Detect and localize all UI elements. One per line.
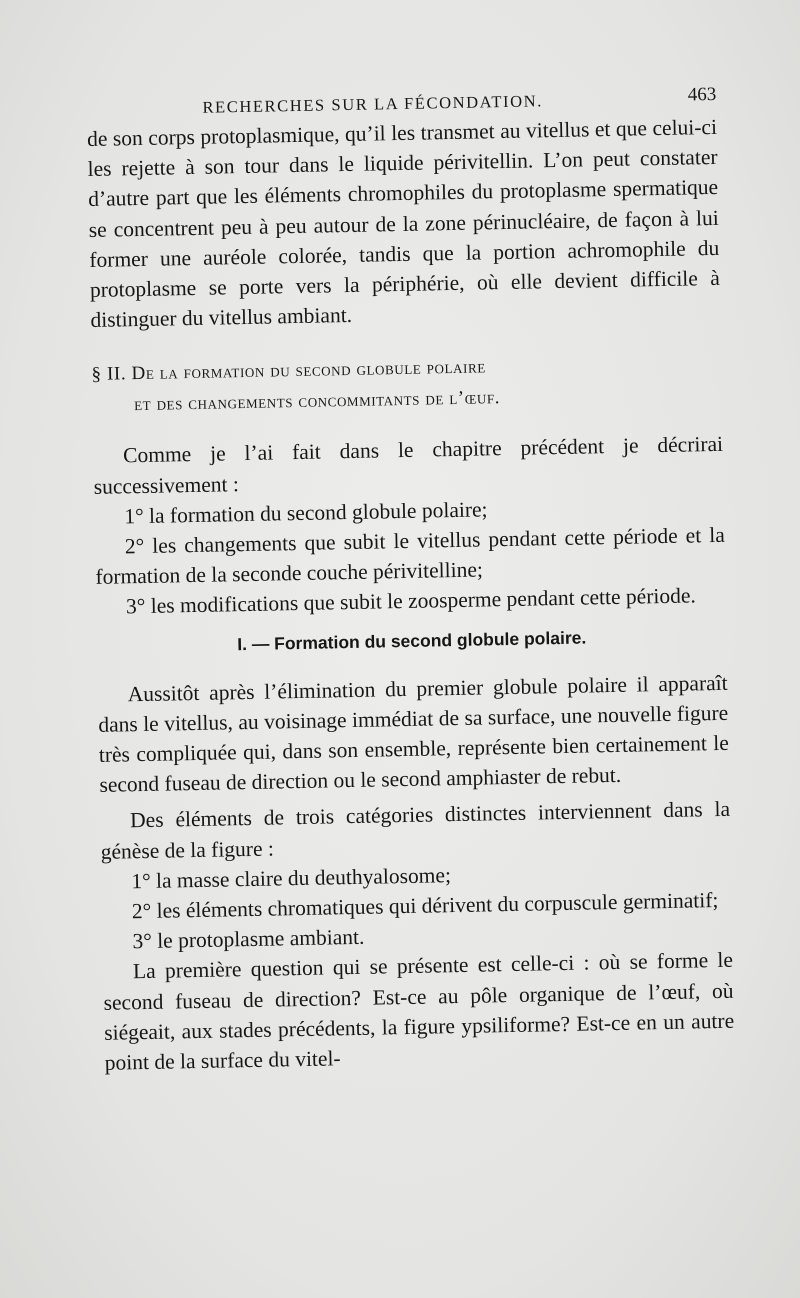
list-item-3: 3° le protoplasme ambiant. bbox=[132, 925, 365, 954]
paragraph: Des éléments de trois catégories distinctes interviennent dans la génèse de la figure : bbox=[100, 797, 731, 864]
subsection-heading: I. — Formation du second globule polaire. bbox=[237, 627, 587, 654]
page-number: 463 bbox=[687, 83, 717, 106]
section-heading bbox=[91, 347, 722, 421]
paragraph: La première question qui se présente est celle-ci : où se forme le second fuseau de direction? Est-ce au pôle organique de l’œuf, où siégeait, aux stades précédents, la figure ypsiliforme? Est-ce en un autre point de la surface du vitel- bbox=[103, 948, 735, 1075]
paragraph: Aussitôt après l’élimination du premier globule polaire il apparaît dans le vitellus, au voisinage immédiat de sa surface, une nouvelle figure très compliquée qui, dans son ensemble, représente bien certainement le second fuseau de direction ou le second amphiaster de rebut. bbox=[98, 670, 729, 798]
section-heading-line-2: et des changements concommitants de l’œuf. bbox=[133, 387, 501, 416]
intro-paragraph: Comme je l’ai fait dans le chapitre précédent je décrirai successivement : bbox=[93, 432, 724, 499]
section-heading-line-1: § II. De la formation du second globule polaire bbox=[91, 356, 486, 386]
paragraph-continued: de son corps protoplasmique, qu’il les transmet au vitellus et que celui-ci les rejette à son tour dans le liquide périvitellin. L’on peut constater d’autre part que les éléments chromophiles du protoplasme spermatique se concentrent peu à peu autour de la zone périnucléaire, de façon à lui former une auréole colorée, tandis que la portion achromophile du protoplasme se porte vers la périphérie, où elle devient difficile à distinguer du vitellus ambiant. bbox=[86, 114, 721, 333]
list-item-3: 3° les modifications que subit le zoosperme pendant cette période. bbox=[125, 583, 696, 619]
running-title: RECHERCHES SUR LA FÉCONDATION. bbox=[202, 91, 544, 117]
list-item-1: 1° la formation du second globule polaire; bbox=[124, 497, 488, 529]
list-item-1: 1° la masse claire du deuthyalosome; bbox=[131, 863, 452, 894]
page-content bbox=[86, 72, 735, 1078]
list-item-2: 2° les éléments chromatiques qui dérivent du corpuscule germinatif; bbox=[131, 888, 719, 924]
list-item-2: 2° les changements que subit le vitellus pendant cette période et la formation de la seconde couche périvitelline; bbox=[95, 522, 726, 590]
